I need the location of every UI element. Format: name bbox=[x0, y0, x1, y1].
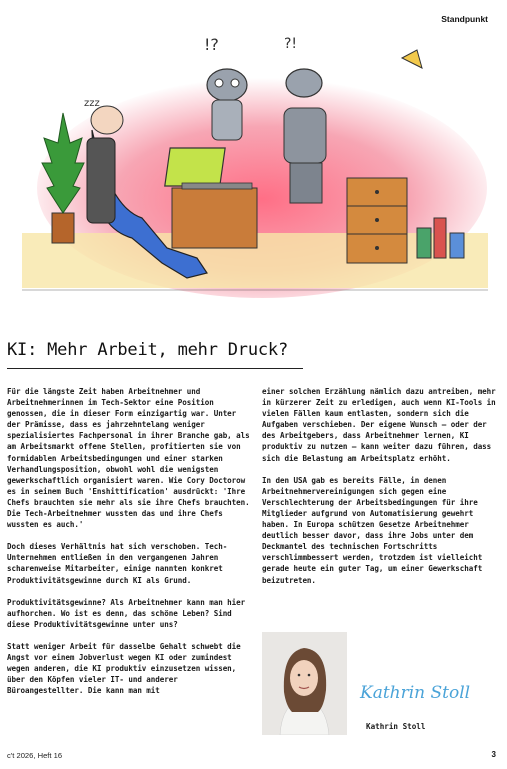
signature-text: Kathrin Stoll bbox=[360, 683, 471, 703]
paragraph: einer solchen Erzählung nämlich dazu antreiben, mehr in kürzerer Zeit zu erledigen, auch wenn KI-Tools in vielen Fällen kaum entlasten, sondern sich die Aufgaben verschieben. Der eigene Wunsch – oder der des Arbeitgebers, dass Arbeitnehmer lernen, KI produktiv zu nutzen – kann weiter dazu führen, dass sich die Belastung am Arbeitsplatz erhöht. bbox=[262, 387, 496, 463]
paragraph: In den USA gab es bereits Fälle, in denen Arbeitnehmervereinigungen sich gegen eine Verschlechterung der Arbeitsbedingungen für ihre Mitglieder aufgrund von Automatisierung gewehrt haben. In Europa schützen Gesetze Arbeitnehmer deutlich besser davor, dass ihre Jobs unter dem Deckmantel des technischen Fortschritts verschlimmbessert werden, trotzdem ist vielleicht gerade heute ein guter Tag, um einer Gewerkschaft beizutreten. bbox=[262, 475, 483, 585]
page-number: 3 bbox=[491, 750, 496, 759]
paragraph: Doch dieses Verhältnis hat sich verschoben. Tech-Unternehmen entließen in den vergangenen Jahren scharenweise Mitarbeiter, einige nannten konkret Produktivitätsgewinne durch KI als Grund. bbox=[7, 542, 228, 585]
cartoon-illustration bbox=[22, 28, 488, 328]
wooden-cabinet bbox=[347, 178, 407, 263]
robot-worker bbox=[284, 36, 326, 203]
paragraph: Produktivitätsgewinne? Als Arbeitnehmer kann man hier aufhorchen. Wo ist es denn, das schöne Leben? Sind diese Produktivitätsgewinne unter uns? bbox=[7, 597, 246, 629]
author-signature bbox=[358, 674, 478, 706]
paragraph: Statt weniger Arbeit für dasselbe Gehalt schwebt die Angst vor einem Jobverlust wegen KI oder zumindest wegen anderen, die KI produktiv einzusetzen wissen, über den Köpfen vieler IT- und anderer Büroangestellter. Die kann man mit bbox=[7, 641, 241, 696]
svg-text:!?: !? bbox=[204, 35, 219, 54]
paragraph: Für die längste Zeit haben Arbeitnehmer und Arbeitnehmerinnen im Tech-Sektor eine Position genossen, die in dieser Form einzigartig war. Unter der Prämisse, dass es jahrzehntelang weniger spezialisiertes Fachpersonal in ihrer Branche gab, als am Arbeitsmarkt offene Stellen, profitierten sie von formidablen Arbeitsbedingungen und einer starken Verhandlungsposition, obwohl wohl die wenigsten gewerkschaftlich organisiert waren. Wie Cory Doctorow es in seinem Buch 'Enshittification' ausdrückt: 'Ihre Chefs brauchten sie mehr als sie ihre Chefs brauchten. Die Tech-Arbeitnehmer wussten das und ihre Chefs wussten es auch.' bbox=[7, 387, 250, 530]
section-label: Standpunkt bbox=[441, 14, 488, 24]
article-headline: KI: Mehr Arbeit, mehr Druck? bbox=[7, 340, 288, 360]
issue-info: c't 2026, Heft 16 bbox=[7, 751, 63, 760]
article-left-column bbox=[7, 386, 251, 707]
svg-text:zzz: zzz bbox=[84, 98, 100, 109]
author-photo bbox=[262, 632, 347, 735]
article-right-column bbox=[262, 386, 500, 597]
author-name: Kathrin Stoll bbox=[366, 722, 426, 731]
svg-text:?!: ?! bbox=[284, 36, 298, 52]
headline-rule bbox=[7, 368, 303, 369]
